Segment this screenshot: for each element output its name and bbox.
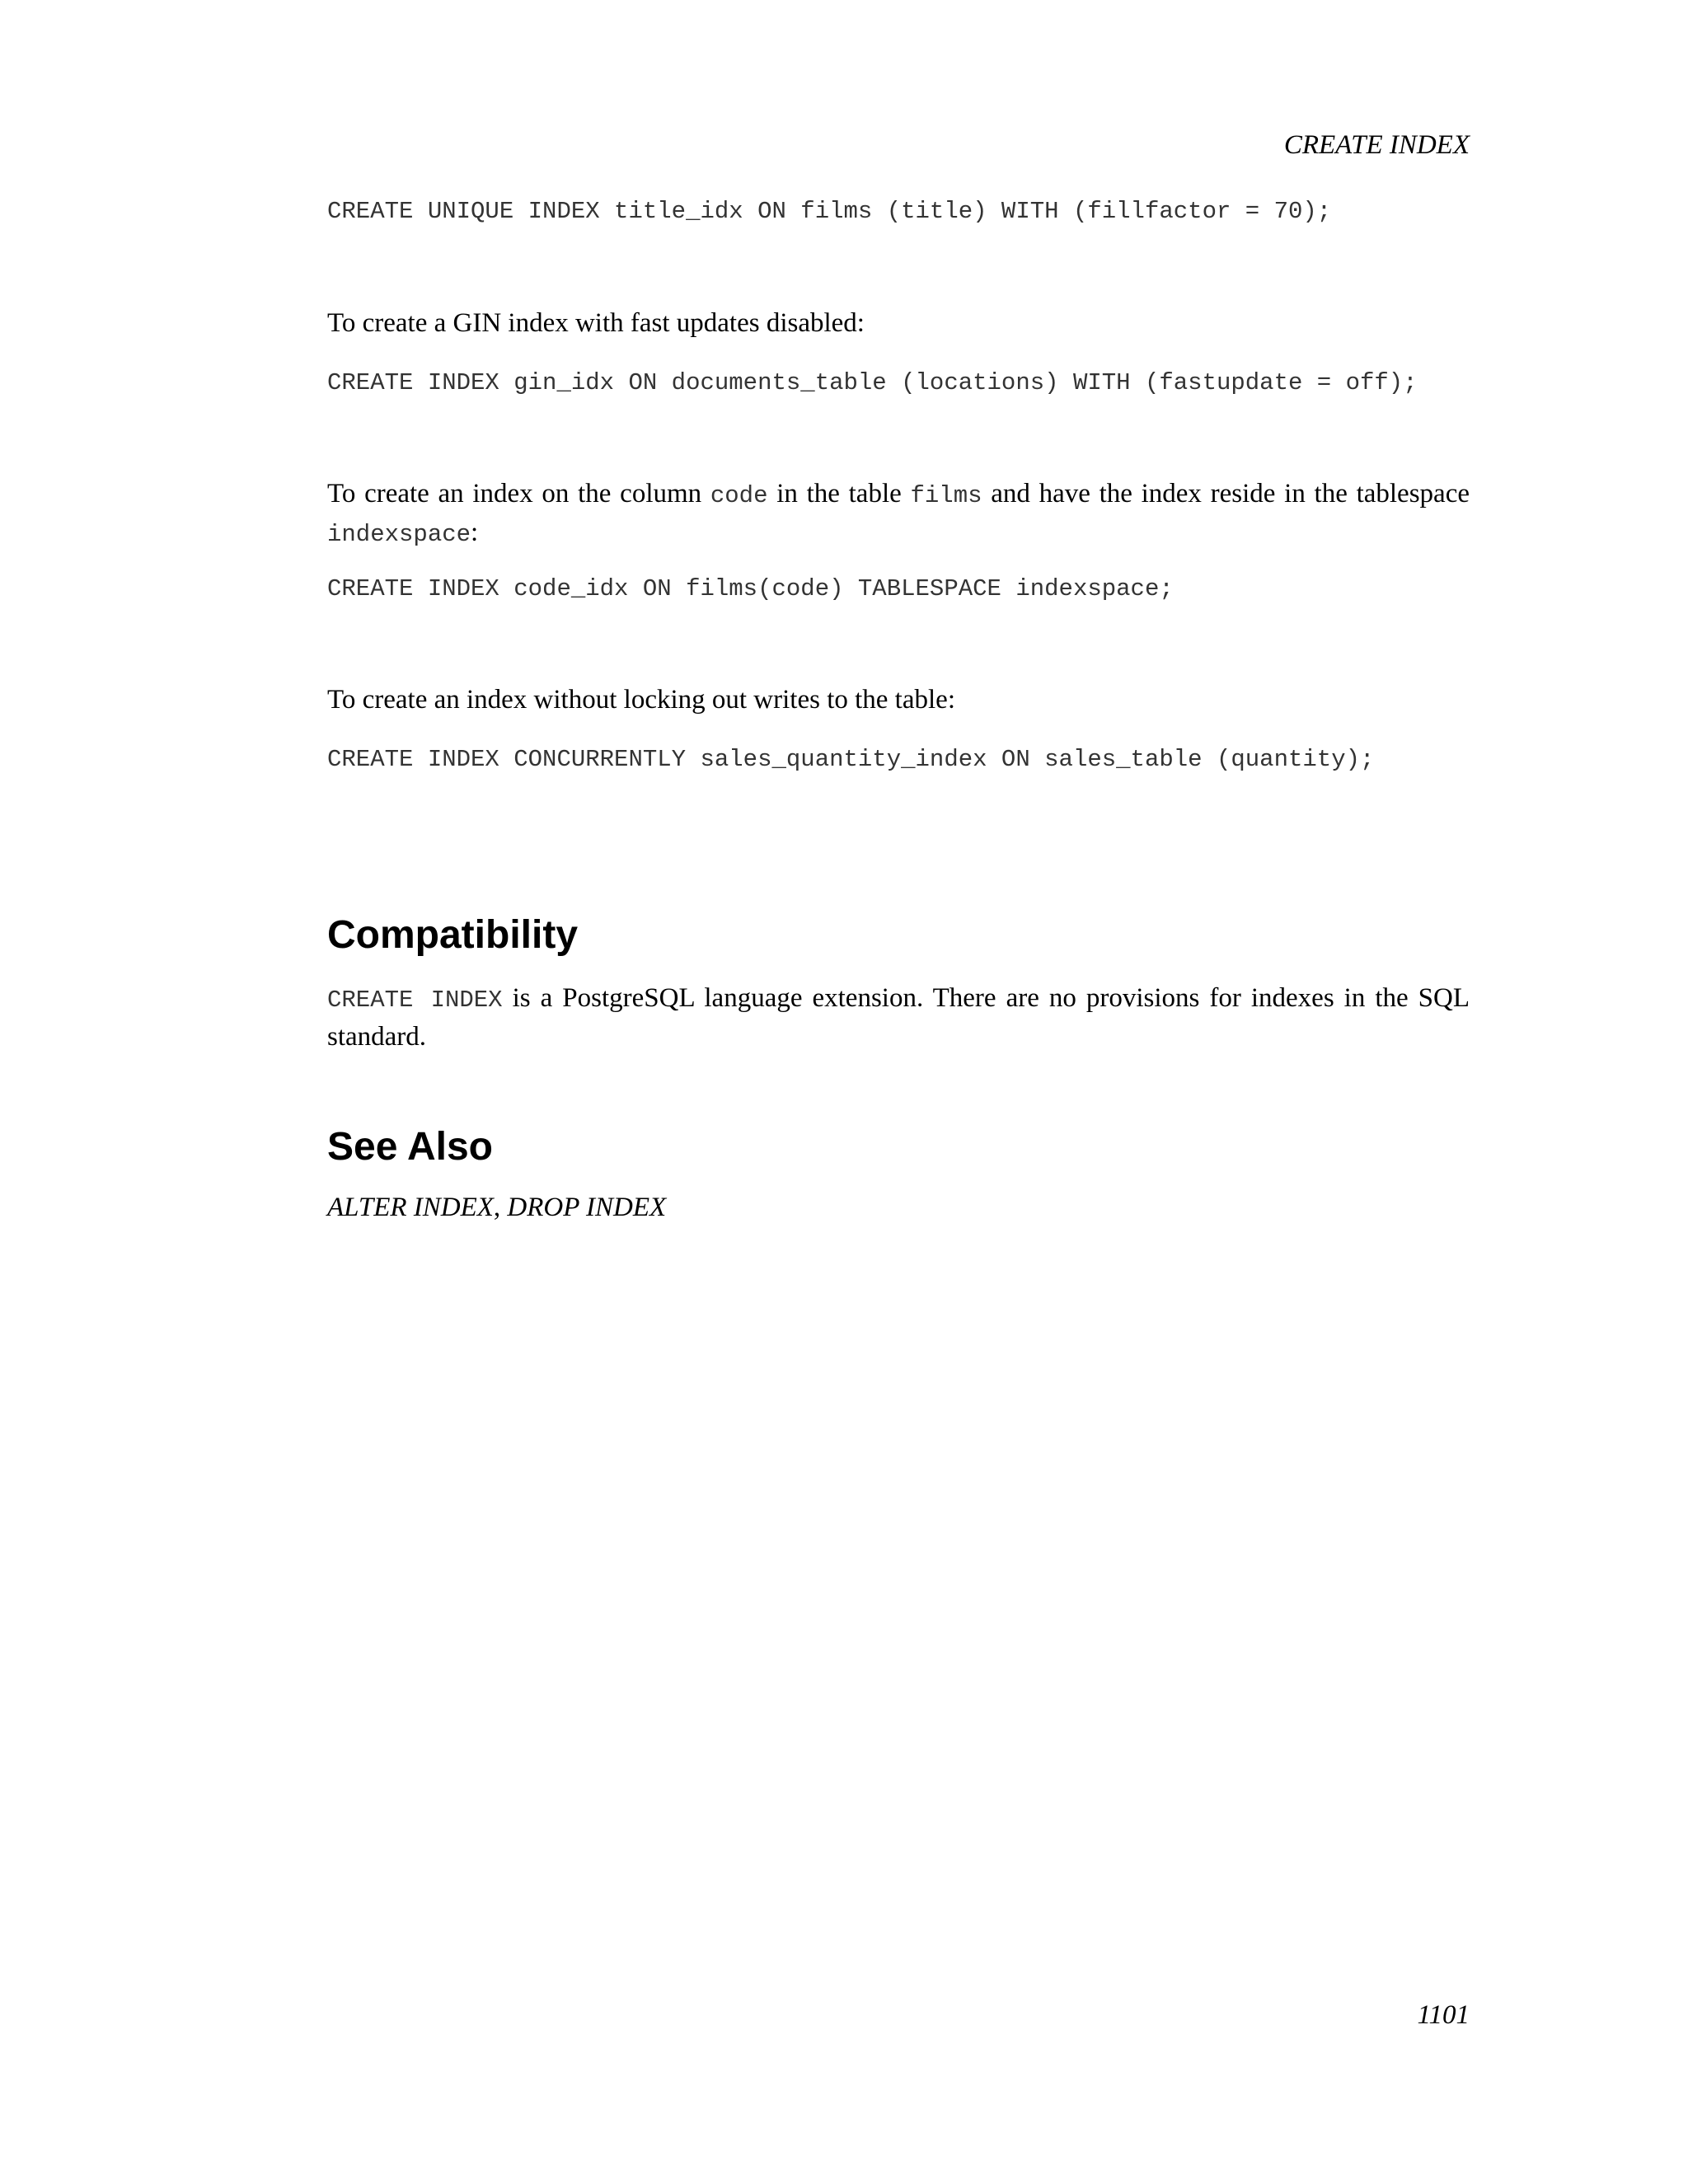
code-example-fillfactor: CREATE UNIQUE INDEX title_idx ON films (title) WITH (fillfactor = 70);: [327, 198, 1332, 225]
inline-code-create-index: CREATE INDEX: [327, 987, 503, 1014]
inline-code-table: films: [910, 482, 982, 509]
intro-text: and have the index reside in the tablespace: [982, 479, 1470, 509]
tablespace-example-intro: [327, 476, 1470, 553]
intro-text: :: [471, 518, 479, 547]
see-also-heading: See Also: [327, 1125, 493, 1169]
compatibility-text: is a PostgreSQL language extension. There are no provisions for indexes in the SQL standard.: [327, 983, 1470, 1052]
code-example-tablespace: CREATE INDEX code_idx ON films(code) TABLESPACE indexspace;: [327, 575, 1174, 602]
compatibility-heading: Compatibility: [327, 913, 579, 957]
concurrent-example-intro: To create an index without locking out writes to the table:: [327, 685, 955, 715]
code-example-gin: CREATE INDEX gin_idx ON documents_table (locations) WITH (fastupdate = off);: [327, 369, 1418, 396]
running-header: CREATE INDEX: [1283, 130, 1470, 160]
compatibility-paragraph: [327, 980, 1470, 1055]
code-example-concurrent: CREATE INDEX CONCURRENTLY sales_quantity_index ON sales_table (quantity);: [327, 746, 1375, 773]
page-number: 1101: [1417, 2000, 1470, 2030]
gin-example-intro: To create a GIN index with fast updates disabled:: [327, 308, 865, 338]
see-also-links: [327, 1189, 1470, 1226]
intro-text: To create an index on the column: [327, 479, 710, 509]
link-separator: ,: [493, 1193, 508, 1222]
link-alter-index[interactable]: ALTER INDEX: [327, 1193, 494, 1222]
inline-code-column: code: [710, 482, 768, 509]
inline-code-tablespace: indexspace: [327, 521, 471, 548]
intro-text: in the table: [767, 479, 911, 509]
link-drop-index[interactable]: DROP INDEX: [507, 1193, 667, 1222]
